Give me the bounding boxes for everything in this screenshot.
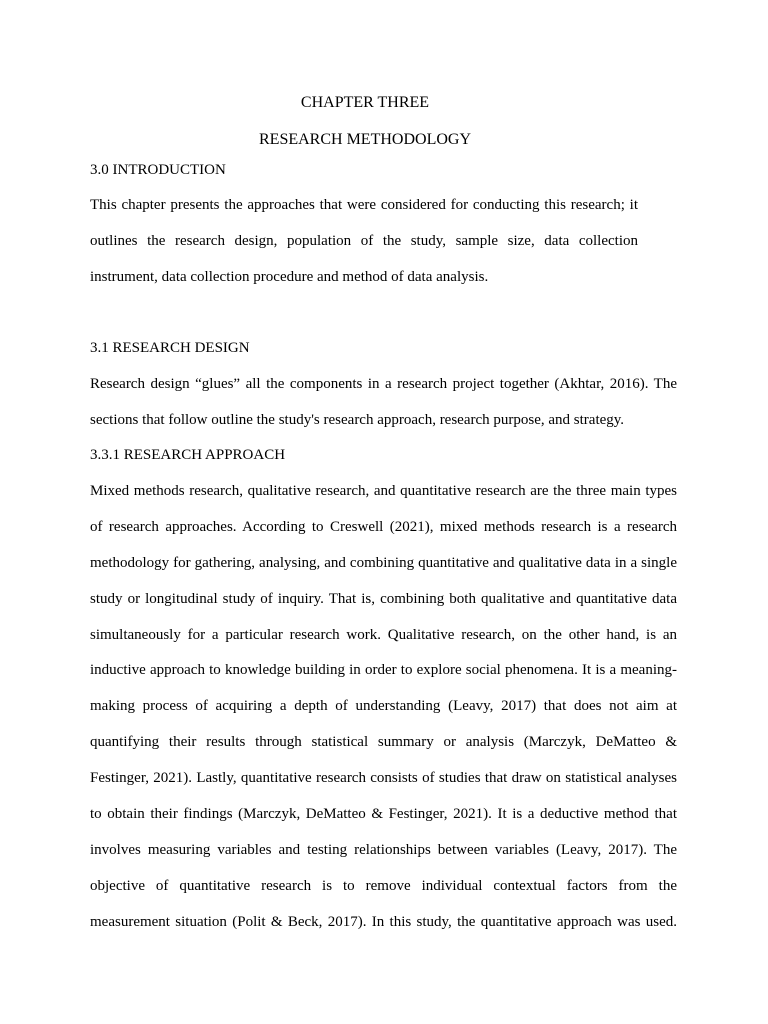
paragraph-line: objective of quantitative research is to remove individual contextual factors from the <box>90 877 677 894</box>
section-heading-research-design: 3.1 RESEARCH DESIGN <box>90 340 250 356</box>
chapter-title: RESEARCH METHODOLOGY <box>259 131 471 148</box>
paragraph-line: study or longitudinal study of inquiry. That is, combining both qualitative and quantitative data <box>90 590 677 607</box>
paragraph-line: measurement situation (Polit & Beck, 2017). In this study, the quantitative approach was used. <box>90 913 677 930</box>
chapter-number: CHAPTER THREE <box>300 94 430 111</box>
paragraph-research-design <box>90 375 677 447</box>
section-heading-research-approach: 3.3.1 RESEARCH APPROACH <box>90 447 286 463</box>
paragraph-line: quantifying their results through statistical summary or analysis (Marczyk, DeMatteo & <box>90 734 677 751</box>
paragraph-line: simultaneously for a particular research work. Qualitative research, on the other hand, is an <box>90 626 677 643</box>
paragraph-line: Research design “glues” all the components in a research project together (Akhtar, 2016). The <box>90 376 677 392</box>
paragraph-line: instrument, data collection procedure and method of data analysis. <box>90 268 489 285</box>
paragraph-line: inductive approach to knowledge building in order to explore social phenomena. It is a meaning- <box>90 662 677 679</box>
paragraph-introduction <box>90 196 638 304</box>
paragraph-line: Mixed methods research, qualitative research, and quantitative research are the three main types <box>90 483 677 499</box>
paragraph-line: Festinger, 2021). Lastly, quantitative research consists of studies that draw on statistical analyses <box>90 770 677 787</box>
section-heading-introduction: 3.0 INTRODUCTION <box>90 162 226 178</box>
paragraph-line: sections that follow outline the study's research approach, research purpose, and strategy. <box>90 411 625 428</box>
paragraph-line: methodology for gathering, analysing, and combining quantitative and qualitative data in a single <box>90 554 677 571</box>
paragraph-research-approach <box>90 482 677 949</box>
paragraph-line: involves measuring variables and testing relationships between variables (Leavy, 2017). The <box>90 841 677 858</box>
paragraph-line: making process of acquiring a depth of understanding (Leavy, 2017) that does not aim at <box>90 698 677 715</box>
paragraph-line: to obtain their findings (Marczyk, DeMatteo & Festinger, 2021). It is a deductive method that <box>90 806 677 823</box>
paragraph-line: of research approaches. According to Creswell (2021), mixed methods research is a research <box>90 518 677 535</box>
paragraph-line: outlines the research design, population of the study, sample size, data collection <box>90 232 638 249</box>
paragraph-line: This chapter presents the approaches that were considered for conducting this research; it <box>90 197 638 213</box>
